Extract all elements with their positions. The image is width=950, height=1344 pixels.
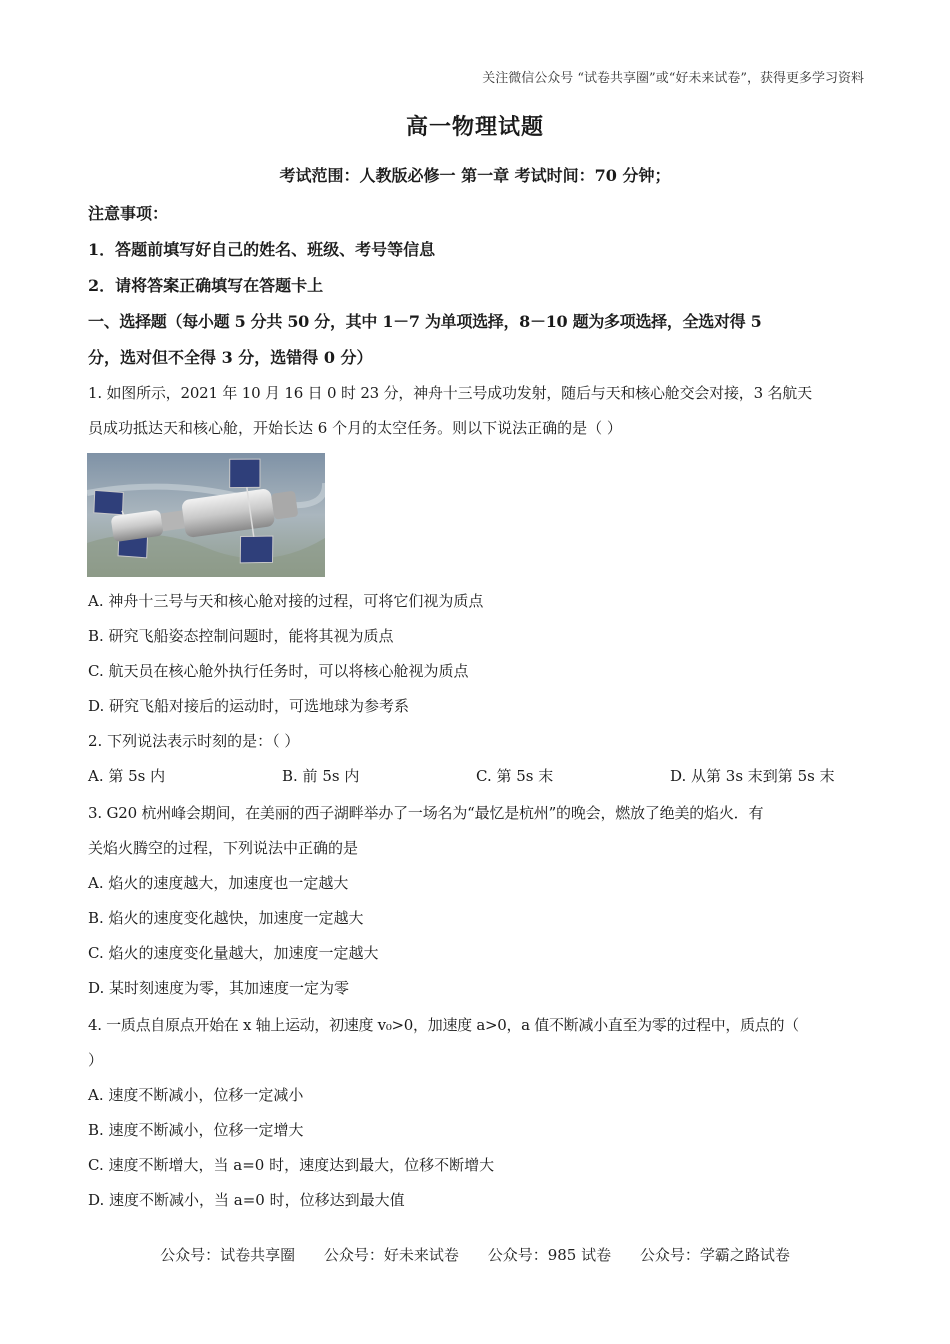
footer-item-1: 公众号：试卷共享圈 — [160, 1246, 296, 1264]
top-note: 关注微信公众号 “试卷共享圈”或“好未来试卷”，获得更多学习资料 — [482, 71, 864, 86]
q1-option-d: D. 研究飞船对接后的运动时，可选地球为参考系 — [88, 697, 410, 715]
q1-stem-line2: 员成功抵达天和核心舱，开始长达 6 个月的太空任务。则以下说法正确的是（ ） — [88, 419, 622, 437]
q3-option-c: C. 焰火的速度变化量越大，加速度一定越大 — [88, 944, 379, 962]
q4-option-d: D. 速度不断减小，当 a=0 时，位移达到最大值 — [88, 1191, 405, 1209]
q2-option-a: A. 第 5s 内 — [88, 767, 166, 785]
q4-option-c: C. 速度不断增大，当 a=0 时，速度达到最大，位移不断增大 — [88, 1156, 495, 1174]
notes-section — [88, 196, 868, 376]
footer-item-4: 公众号：学霸之路试卷 — [639, 1246, 790, 1264]
footer-item-2: 公众号：好未来试卷 — [323, 1246, 459, 1264]
q4-option-a: A. 速度不断减小，位移一定减小 — [88, 1086, 304, 1104]
q3-option-b: B. 焰火的速度变化越快，加速度一定越大 — [88, 909, 364, 927]
q4-stem-line1: 4. 一质点自原点开始在 x 轴上运动，初速度 v₀>0，加速度 a>0，a 值不断减小直至为零的过程中，质点的（ — [88, 1016, 799, 1034]
q1-option-c: C. 航天员在核心舱外执行任务时，可以将核心舱视为质点 — [88, 662, 469, 680]
section-heading-line1: 一、选择题（每小题 5 分共 50 分，其中 1－7 为单项选择，8－10 题为多项选择，全选对得 5 — [88, 312, 762, 331]
question-2 — [88, 724, 868, 794]
q4-stem-line2: ） — [88, 1051, 104, 1069]
section-heading-line2: 分，选对但不全得 3 分，选错得 0 分） — [88, 348, 373, 367]
exam-info: 考试范围：人教版必修一 第一章 考试时间：70 分钟； — [279, 166, 671, 185]
q3-option-d: D. 某时刻速度为零，其加速度一定为零 — [88, 979, 350, 997]
q2-options — [88, 759, 868, 794]
page-title: 高一物理试题 — [405, 114, 544, 140]
note-item-2: 2．请将答案正确填写在答题卡上 — [88, 276, 324, 295]
q1-options — [88, 584, 868, 724]
question-4 — [88, 1008, 878, 1218]
footer — [0, 1244, 950, 1265]
q3-option-a: A. 焰火的速度越大，加速度也一定越大 — [88, 874, 349, 892]
footer-item-3: 公众号：985 试卷 — [487, 1246, 612, 1264]
q1-stem-line1: 1. 如图所示，2021 年 10 月 16 日 0 时 23 分，神舟十三号成功发射，随后与天和核心舱交会对接，3 名航天 — [88, 384, 812, 402]
q4-option-b: B. 速度不断减小，位移一定增大 — [88, 1121, 304, 1139]
question-1 — [88, 376, 878, 446]
q3-stem-line1: 3. G20 杭州峰会期间，在美丽的西子湖畔举办了一场名为“最忆是杭州”的晚会，燃放了绝美的焰火．有 — [88, 804, 764, 822]
q2-stem: 2. 下列说法表示时刻的是：（ ） — [88, 732, 300, 750]
q3-stem-line2: 关焰火腾空的过程，下列说法中正确的是 — [88, 839, 359, 857]
q1-option-b: B. 研究飞船姿态控制问题时，能将其视为质点 — [88, 627, 394, 645]
q2-option-c: C. 第 5s 末 — [476, 767, 554, 785]
q2-option-b: B. 前 5s 内 — [282, 767, 360, 785]
spacecraft-docking-image — [87, 453, 325, 577]
question-3 — [88, 796, 878, 1006]
note-item-1: 1．答题前填写好自己的姓名、班级、考号等信息 — [88, 240, 436, 259]
q1-option-a: A. 神舟十三号与天和核心舱对接的过程，可将它们视为质点 — [88, 592, 484, 610]
q2-option-d: D. 从第 3s 末到第 5s 末 — [670, 767, 835, 785]
notes-heading: 注意事项： — [88, 204, 169, 223]
